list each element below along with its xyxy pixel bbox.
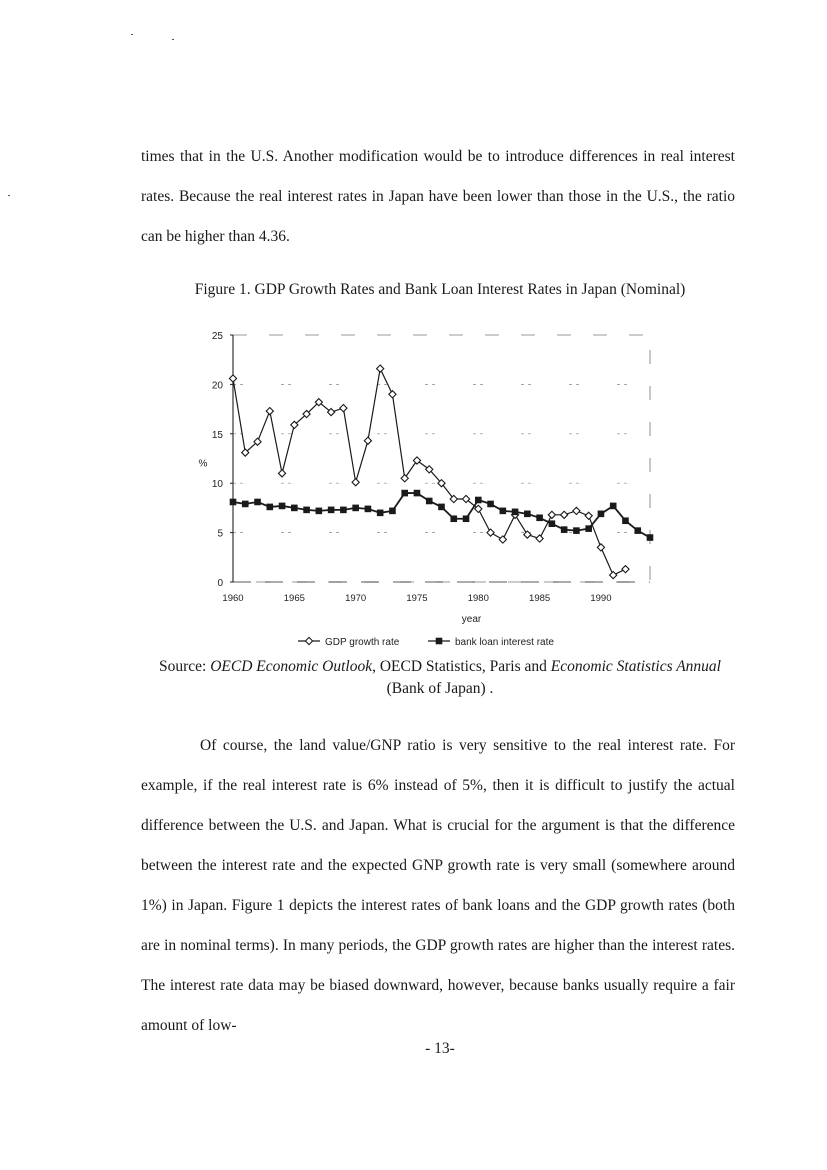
loan-point bbox=[230, 499, 237, 506]
loan-point bbox=[573, 527, 580, 534]
loan-point bbox=[536, 514, 543, 521]
source-ref-boj: Economic Statistics Annual bbox=[550, 658, 721, 675]
loan-point bbox=[598, 511, 605, 518]
loan-point bbox=[634, 527, 641, 534]
gdp-point bbox=[610, 571, 617, 578]
y-tick-label: 25 bbox=[211, 331, 223, 342]
y-tick-label: 10 bbox=[211, 479, 223, 491]
gdp-point bbox=[377, 365, 384, 372]
loan-point bbox=[414, 490, 421, 497]
x-tick-label: 1985 bbox=[529, 593, 551, 604]
scan-speck bbox=[131, 34, 133, 35]
loan-point bbox=[561, 526, 568, 533]
loan-point bbox=[524, 511, 531, 518]
loan-point bbox=[438, 504, 445, 511]
gdp-point bbox=[364, 437, 371, 444]
x-tick-label: 1970 bbox=[345, 593, 367, 604]
loan-point bbox=[512, 509, 519, 516]
chart-series bbox=[229, 365, 653, 579]
y-tick-label: 20 bbox=[211, 380, 223, 392]
x-tick-label: 1960 bbox=[222, 593, 244, 604]
gdp-point bbox=[597, 544, 604, 551]
gdp-point bbox=[487, 529, 494, 536]
x-tick-label: 1980 bbox=[467, 593, 489, 604]
x-tick-label: 1965 bbox=[283, 593, 305, 604]
loan-point bbox=[463, 515, 470, 522]
loan-point bbox=[303, 507, 310, 514]
series-gdp-growth bbox=[229, 365, 629, 579]
loan-point bbox=[389, 508, 396, 515]
loan-point bbox=[365, 506, 372, 513]
gdp-point bbox=[536, 535, 543, 542]
legend-marker bbox=[305, 637, 312, 644]
loan-point bbox=[377, 510, 384, 517]
loan-point bbox=[549, 520, 556, 527]
loan-point bbox=[242, 501, 249, 508]
line-chart bbox=[190, 318, 670, 658]
loan-point bbox=[352, 505, 359, 512]
loan-point bbox=[647, 534, 654, 541]
loan-point bbox=[340, 507, 347, 514]
gdp-point bbox=[266, 407, 273, 414]
legend-marker bbox=[436, 638, 443, 645]
loan-point bbox=[291, 505, 298, 512]
loan-point bbox=[585, 525, 592, 532]
gdp-point bbox=[524, 531, 531, 538]
loan-point bbox=[279, 503, 286, 510]
plot-border bbox=[233, 335, 650, 582]
gdp-point bbox=[499, 536, 506, 543]
gdp-point bbox=[278, 470, 285, 477]
loan-point bbox=[622, 517, 629, 524]
gdp-point bbox=[622, 566, 629, 573]
loan-point bbox=[500, 508, 507, 515]
source-suffix: (Bank of Japan) . bbox=[386, 680, 494, 697]
gdp-point bbox=[573, 507, 580, 514]
y-tick-label: 0 bbox=[217, 578, 223, 589]
gdp-point bbox=[340, 405, 347, 412]
loan-point bbox=[328, 507, 335, 514]
gdp-point bbox=[401, 475, 408, 482]
scan-speck bbox=[8, 195, 10, 196]
gdp-point bbox=[585, 512, 592, 519]
y-axis-label: % bbox=[198, 458, 208, 470]
loan-point bbox=[316, 508, 323, 515]
loan-point bbox=[266, 504, 273, 511]
y-tick-label: 5 bbox=[217, 528, 223, 540]
legend-item-loan bbox=[428, 637, 554, 648]
loan-point bbox=[254, 499, 261, 506]
x-tick-label: 1975 bbox=[406, 593, 428, 604]
legend-label: GDP growth rate bbox=[325, 637, 400, 648]
body-paragraph-bottom: Of course, the land value/GNP ratio is very sensitive to the real interest rate. For example, if the real interest rate is 6% instead of 5%, then it is difficult to justify the actual difference between the U.S. and Japan. What is crucial for the argument is that the difference between the interest rate and the expected GNP growth rate is very small (somewhere around 1%) in Japan. Figure 1 depicts the interest rates of bank loans and the GDP growth rates (both are in nominal terms). In many periods, the GDP growth rates are higher than the interest rates. The interest rate data may be biased downward, however, because banks usually require a fair amount of low- bbox=[141, 737, 735, 1034]
y-tick-label: 15 bbox=[211, 429, 223, 441]
figure-title: Figure 1. GDP Growth Rates and Bank Loan Interest Rates in Japan (Nominal) bbox=[194, 281, 686, 298]
body-paragraph-top: times that in the U.S. Another modification would be to introduce differences in real interest rates. Because the real interest rates in Japan have been lower than those in the U.S., the ratio can be higher than 4.36. bbox=[141, 148, 735, 245]
gdp-point bbox=[548, 511, 555, 518]
chart-legend bbox=[298, 637, 554, 648]
legend-item-gdp bbox=[298, 637, 400, 648]
page-number: - 13- bbox=[425, 1040, 455, 1057]
legend-label: bank loan interest rate bbox=[455, 637, 554, 648]
x-axis-label: year bbox=[461, 614, 482, 625]
figure-source bbox=[140, 656, 740, 700]
chart-frame bbox=[233, 335, 650, 582]
source-mid: , OECD Statistics, Paris and bbox=[372, 658, 551, 675]
gdp-point bbox=[561, 511, 568, 518]
loan-point bbox=[426, 498, 433, 505]
source-ref-oecd: OECD Economic Outlook bbox=[210, 658, 373, 675]
loan-point bbox=[450, 515, 457, 522]
loan-point bbox=[610, 503, 617, 510]
loan-point bbox=[487, 501, 494, 508]
gdp-point bbox=[229, 375, 236, 382]
loan-point bbox=[475, 497, 482, 504]
gdp-point bbox=[352, 479, 359, 486]
gdp-point bbox=[389, 391, 396, 398]
scan-speck bbox=[172, 39, 174, 40]
loan-point bbox=[401, 490, 408, 497]
x-tick-label: 1990 bbox=[590, 593, 612, 604]
source-prefix: Source: bbox=[159, 658, 211, 675]
chart-axes bbox=[199, 331, 650, 625]
